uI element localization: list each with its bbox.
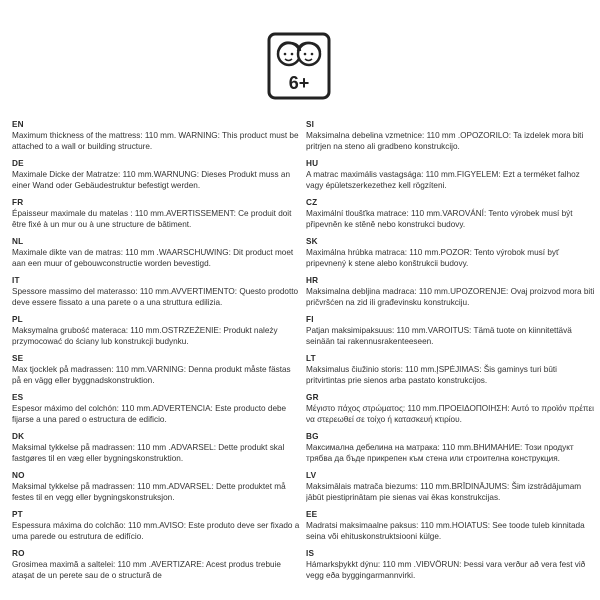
warning-text: Grosimea maximă a saltelei: 110 mm .AVERTIZARE: Acest produs trebuie atașat de un perete sau de o structură de	[12, 560, 281, 580]
language-code: DE	[12, 159, 24, 168]
left-column	[12, 120, 302, 588]
entry-cz	[306, 198, 596, 237]
language-code: SI	[306, 120, 315, 129]
language-code: DK	[12, 432, 25, 441]
language-code: HU	[306, 159, 319, 168]
language-code: LT	[306, 354, 316, 363]
warning-text: Espessura máxima do colchão: 110 mm.AVISO: Este produto deve ser fixado a uma parede ou estrutura de edifício.	[12, 521, 300, 541]
entry-no	[12, 471, 302, 510]
entry-fr	[12, 198, 302, 237]
warning-text: Max tjocklek på madrassen: 110 mm.VARNING: Denna produkt måste fästas på en vägg eller byggnadskonstruktion.	[12, 365, 291, 385]
entry-it	[12, 276, 302, 315]
entry-ro	[12, 549, 302, 588]
warning-text: Максимална дебелина на матрака: 110 mm.ВНИМАНИЕ: Този продукт трябва да бъде прикрепен към стена или строителна конструкция.	[306, 443, 574, 463]
warning-text: Hámarksþykkt dýnu: 110 mm .VIÐVÖRUN: Þessi vara verður að vera fest við vegg eða byggingarmannvirki.	[306, 560, 586, 580]
entry-se	[12, 354, 302, 393]
language-code: IS	[306, 549, 315, 558]
entry-pl	[12, 315, 302, 354]
warning-text: Espesor máximo del colchón: 110 mm.ADVERTENCIA: Este producto debe fijarse a una pared o estructura de edificio.	[12, 404, 287, 424]
entry-hu	[306, 159, 596, 198]
entry-dk	[12, 432, 302, 471]
language-code: LV	[306, 471, 317, 480]
language-code: CZ	[306, 198, 318, 207]
warning-text: Maximale Dicke der Matratze: 110 mm.WARNUNG: Dieses Produkt muss an einer Wand oder Gebäudestruktur befestigt werden.	[12, 170, 290, 190]
language-code: PL	[12, 315, 23, 324]
warning-text: Maximální tloušťka matrace: 110 mm.VAROVÁNÍ: Tento výrobek musí být připevněn ke stěně nebo konstrukci budovy.	[306, 209, 573, 229]
warning-text: Madratsi maksimaalne paksus: 110 mm.HOIATUS: See toode tuleb kinnitada seina või ehituskonstruktsiooni külge.	[306, 521, 585, 541]
warning-text: Épaisseur maximale du matelas : 110 mm.AVERTISSEMENT: Ce produit doit être fixé à un mur ou à une structure de bâtiment.	[12, 209, 292, 229]
entry-en	[12, 120, 302, 159]
language-code: RO	[12, 549, 25, 558]
language-code: ES	[12, 393, 24, 402]
warning-text: Maksimal tykkelse på madrassen: 110 mm.ADVARSEL: Dette produktet må festes til en vegg eller bygningskonstruksjon.	[12, 482, 286, 502]
warning-text: Maximum thickness of the mattress: 110 mm. WARNING: This product must be attached to a wall or building structure.	[12, 131, 299, 151]
warning-text: A matrac maximális vastagsága: 110 mm.FIGYELEM: Ezt a terméket falhoz vagy épületszerkezethez kell rögzíteni.	[306, 170, 580, 190]
entry-sk	[306, 237, 596, 276]
language-code: SE	[12, 354, 24, 363]
entry-de	[12, 159, 302, 198]
entry-is	[306, 549, 596, 588]
entry-lv	[306, 471, 596, 510]
entry-fi	[306, 315, 596, 354]
language-code: EE	[306, 510, 318, 519]
warning-text: Maximálna hrúbka matraca: 110 mm.POZOR: Tento výrobok musí byť pripevnený k stene alebo konštrukcii budovy.	[306, 248, 560, 268]
entry-ee	[306, 510, 596, 549]
entry-bg	[306, 432, 596, 471]
entry-lt	[306, 354, 596, 393]
entry-gr	[306, 393, 596, 432]
warning-text: Maksimālais matrača biezums: 110 mm.BRĪDINĀJUMS: Šim izstrādājumam jābūt piestiprinātam pie sienas vai ēkas konstrukcijas.	[306, 482, 582, 502]
age-warning-6plus-icon	[267, 32, 331, 100]
language-code: IT	[12, 276, 20, 285]
warning-text: Spessore massimo del materasso: 110 mm.AVVERTIMENTO: Questo prodotto deve essere fissato a una parete o a una struttura edilizia.	[12, 287, 299, 307]
language-code: BG	[306, 432, 319, 441]
language-code: GR	[306, 393, 319, 402]
entry-si	[306, 120, 596, 159]
entry-pt	[12, 510, 302, 549]
warning-text: Patjan maksimipaksuus: 110 mm.VAROITUS: Tämä tuote on kiinnitettävä seinään tai rakennusrakenteeseen.	[306, 326, 572, 346]
language-code: NO	[12, 471, 25, 480]
entry-nl	[12, 237, 302, 276]
warning-text: Maximale dikte van de matras: 110 mm .WAARSCHUWING: Dit product moet aan een muur of gebouwconstructie worden bevestigd.	[12, 248, 294, 268]
warning-text: Maksimalna debljina madraca: 110 mm.UPOZORENJE: Ovaj proizvod mora biti pričvršćen na zid ili građevinsku konstrukciju.	[306, 287, 595, 307]
language-code: HR	[306, 276, 319, 285]
warning-text: Maksymalna grubość materaca: 110 mm.OSTRZEŻENIE: Produkt należy przymocować do ściany lub konstrukcji budynku.	[12, 326, 278, 346]
entry-es	[12, 393, 302, 432]
entry-hr	[306, 276, 596, 315]
warning-text: Μέγιστο πάχος στρώματος: 110 mm.ΠΡΟΕΙΔΟΠΟΙΗΣΗ: Αυτό το προϊόν πρέπει να στερεωθεί σε τοίχο ή κατασκευή κτιρίου.	[306, 404, 595, 424]
language-code: FR	[12, 198, 24, 207]
language-code: NL	[12, 237, 24, 246]
language-code: PT	[12, 510, 23, 519]
language-code: SK	[306, 237, 318, 246]
warning-text: Maksimal tykkelse på madrassen: 110 mm .ADVARSEL: Dette produkt skal fastgøres til en væg eller bygningskonstruktion.	[12, 443, 285, 463]
language-code: EN	[12, 120, 24, 129]
age-label: 6+	[288, 73, 310, 93]
right-column	[306, 120, 596, 588]
warning-text: Maksimalna debelina vzmetnice: 110 mm .OPOZORILO: Ta izdelek mora biti pritrjen na steno ali gradbeno konstrukcijo.	[306, 131, 584, 151]
language-code: FI	[306, 315, 314, 324]
warning-text: Maksimalus čiužinio storis: 110 mm.ĮSPĖJIMAS: Šis gaminys turi būti pritvirtintas prie sienos arba pastato konstrukcijos.	[306, 365, 558, 385]
